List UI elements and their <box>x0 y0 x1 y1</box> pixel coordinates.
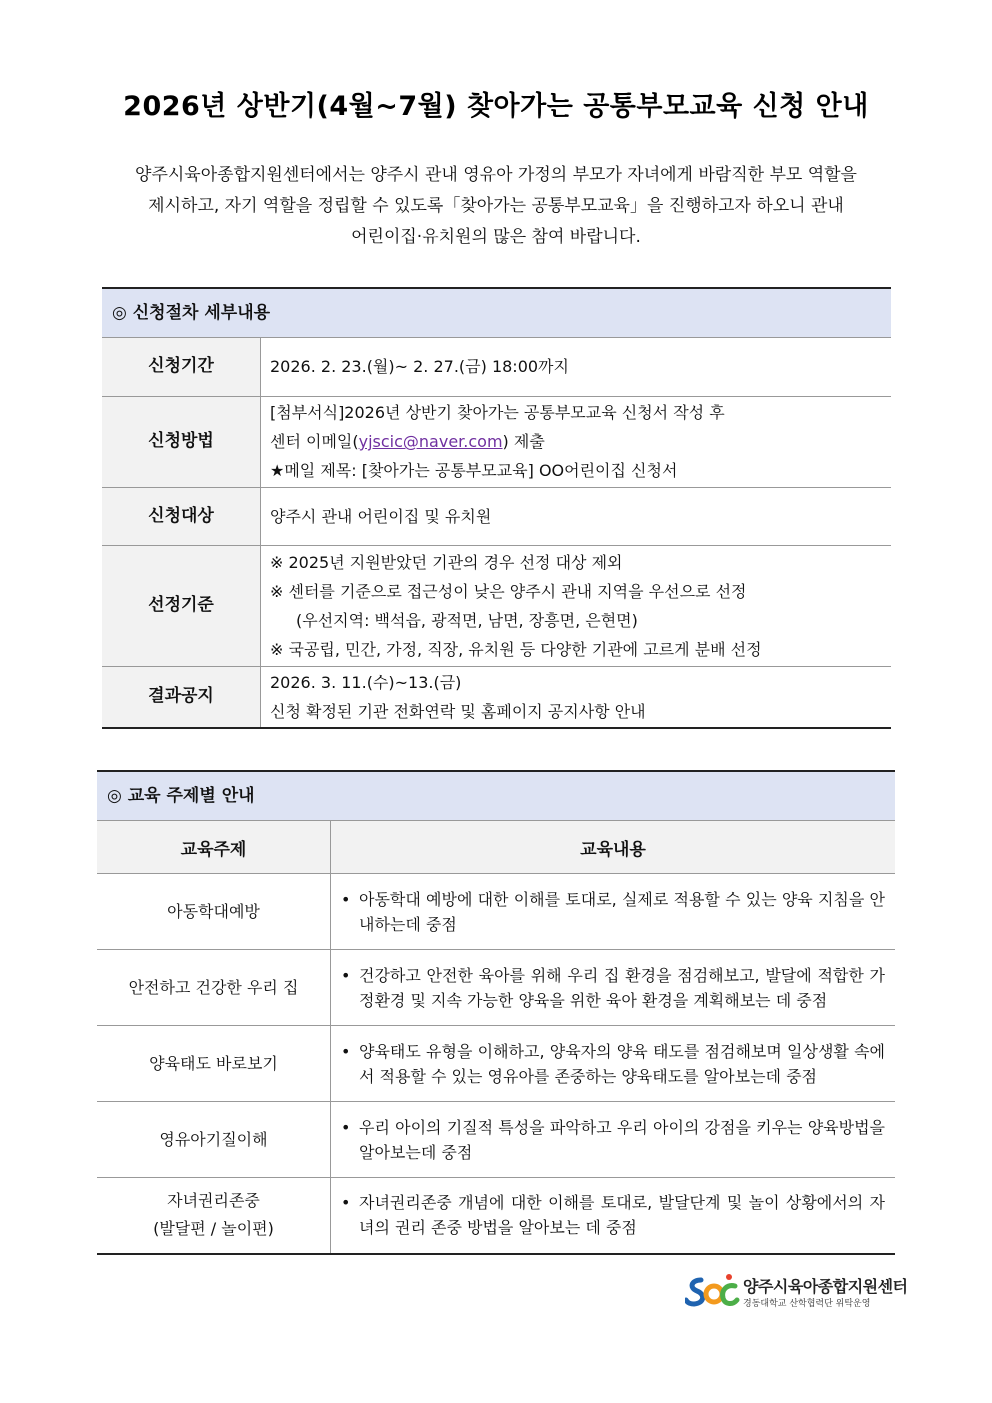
value-line: ★메일 제목: [찾아가는 공통부모교육] OO어린이집 신청서 <box>270 461 678 480</box>
row-value <box>261 487 892 545</box>
topic-line: 자녀권리존중 <box>167 1191 260 1211</box>
topic-line: 아동학대예방 <box>167 901 260 921</box>
row-label: 신청기간 <box>102 338 261 396</box>
value-line: [첨부서식]2026년 상반기 찾아가는 공통부모교육 신청서 작성 후 <box>270 403 725 422</box>
topic-cell <box>97 1102 331 1178</box>
column-header-topic: 교육주제 <box>97 821 331 874</box>
logo-center-name: 양주시육아종합지원센터 <box>743 1277 908 1296</box>
value-line: ※ 2025년 지원받았던 기관의 경우 선정 대상 제외 <box>270 552 623 572</box>
content-cell <box>331 1102 896 1178</box>
text: ) 제출 <box>502 432 545 451</box>
page-title: 2026년 상반기(4월~7월) 찾아가는 공통부모교육 신청 안내 <box>123 91 869 122</box>
topic-line: 안전하고 건강한 우리 집 <box>128 977 299 997</box>
row-label: 선정기준 <box>102 545 261 666</box>
content-text: 자녀권리존중 개념에 대한 이해를 토대로, 발달단계 및 놀이 상황에서의 자녀의 권리 존중 방법을 알아보는 데 중점 <box>359 1193 885 1238</box>
topic-cell <box>97 1026 331 1102</box>
row-label: 신청방법 <box>102 396 261 487</box>
education-topics-section <box>97 770 895 1255</box>
value-line: 2026. 3. 11.(수)~13.(금) <box>270 672 462 692</box>
bullet-icon: • <box>341 965 351 985</box>
topic-cell <box>97 874 331 950</box>
table-row <box>102 666 891 728</box>
bullet-icon: • <box>341 889 351 909</box>
bullet-icon: • <box>341 1041 351 1061</box>
application-procedure-section <box>102 287 891 729</box>
content-text: 양육태도 유형을 이해하고, 양육자의 양육 태도를 점검해보며 일상생활 속에서 적용할 수 있는 영유아를 존중하는 양육태도를 알아보는데 중점 <box>359 1041 885 1086</box>
content-cell <box>331 1026 896 1102</box>
value-line <box>270 427 890 456</box>
table-header-row <box>97 821 895 874</box>
bullet-icon: • <box>341 1117 351 1137</box>
list-item <box>341 887 885 937</box>
topic-line: (발달편 / 놀이편) <box>153 1219 274 1239</box>
section-heading: ◎ 교육 주제별 안내 <box>97 770 895 821</box>
intro-paragraph <box>60 160 932 253</box>
content-cell <box>331 950 896 1026</box>
value-line: 신청 확정된 기관 전화연락 및 홈페이지 공지사항 안내 <box>270 701 646 721</box>
row-label: 결과공지 <box>102 666 261 728</box>
value-line: 2026. 2. 23.(월)~ 2. 27.(금) 18:00까지 <box>270 357 569 377</box>
intro-line: 제시하고, 자기 역할을 정립할 수 있도록「찾아가는 공통부모교육」을 진행하고자 하오니 관내 <box>148 196 844 216</box>
table-row <box>102 487 891 545</box>
column-header-content: 교육내용 <box>331 821 896 874</box>
table-row <box>97 1102 895 1178</box>
row-value <box>261 338 892 396</box>
content-text: 아동학대 예방에 대한 이해를 토대로, 실제로 적용할 수 있는 양육 지침을 안내하는데 중점 <box>359 889 885 934</box>
table-row <box>102 396 891 487</box>
logo-mark-icon <box>685 1272 741 1312</box>
value-line: 양주시 관내 어린이집 및 유치원 <box>270 506 492 526</box>
logo-operator-text: 경동대학교 산학협력단 위탁운영 <box>743 1299 871 1309</box>
value-line: (우선지역: 백석읍, 광적면, 남면, 장흥면, 은현면) <box>296 610 638 630</box>
row-value <box>261 666 892 728</box>
topics-table <box>97 821 895 1255</box>
intro-line: 양주시육아종합지원센터에서는 양주시 관내 영유아 가정의 부모가 자녀에게 바람직한 부모 역할을 <box>135 165 857 185</box>
text: 센터 이메일( <box>270 432 359 451</box>
table-row <box>97 874 895 950</box>
topic-line: 양육태도 바로보기 <box>149 1053 278 1073</box>
row-value <box>261 545 892 666</box>
procedure-table <box>102 338 891 729</box>
email-link[interactable]: yjscic@naver.com <box>358 432 503 451</box>
section-heading: ◎ 신청절차 세부내용 <box>102 287 891 338</box>
intro-line: 어린이집·유치원의 많은 참여 바랍니다. <box>351 227 641 247</box>
topic-cell <box>97 1178 331 1254</box>
row-label: 신청대상 <box>102 487 261 545</box>
topic-line: 영유아기질이해 <box>159 1129 268 1149</box>
content-cell <box>331 874 896 950</box>
content-cell <box>331 1178 896 1254</box>
list-item <box>341 963 885 1013</box>
table-row <box>97 950 895 1026</box>
list-item <box>341 1190 885 1240</box>
table-row <box>97 1026 895 1102</box>
table-row <box>97 1178 895 1254</box>
table-row <box>102 545 891 666</box>
bullet-icon: • <box>341 1193 351 1213</box>
list-item <box>341 1115 885 1165</box>
content-text: 건강하고 안전한 육아를 위해 우리 집 환경을 점검해보고, 발달에 적합한 가정환경 및 지속 가능한 양육을 위한 육아 환경을 계획해보는 데 중점 <box>359 965 885 1010</box>
table-row <box>102 338 891 396</box>
content-text: 우리 아이의 기질적 특성을 파악하고 우리 아이의 강점을 키우는 양육방법을 알아보는데 중점 <box>359 1117 885 1162</box>
value-line: ※ 센터를 기준으로 접근성이 낮은 양주시 관내 지역을 우선으로 선정 <box>270 581 747 601</box>
list-item <box>341 1039 885 1089</box>
row-value <box>261 396 892 487</box>
value-line: ※ 국공립, 민간, 가정, 직장, 유치원 등 다양한 기관에 고르게 분배 선정 <box>270 639 762 659</box>
center-logo <box>685 1272 925 1312</box>
topic-cell <box>97 950 331 1026</box>
